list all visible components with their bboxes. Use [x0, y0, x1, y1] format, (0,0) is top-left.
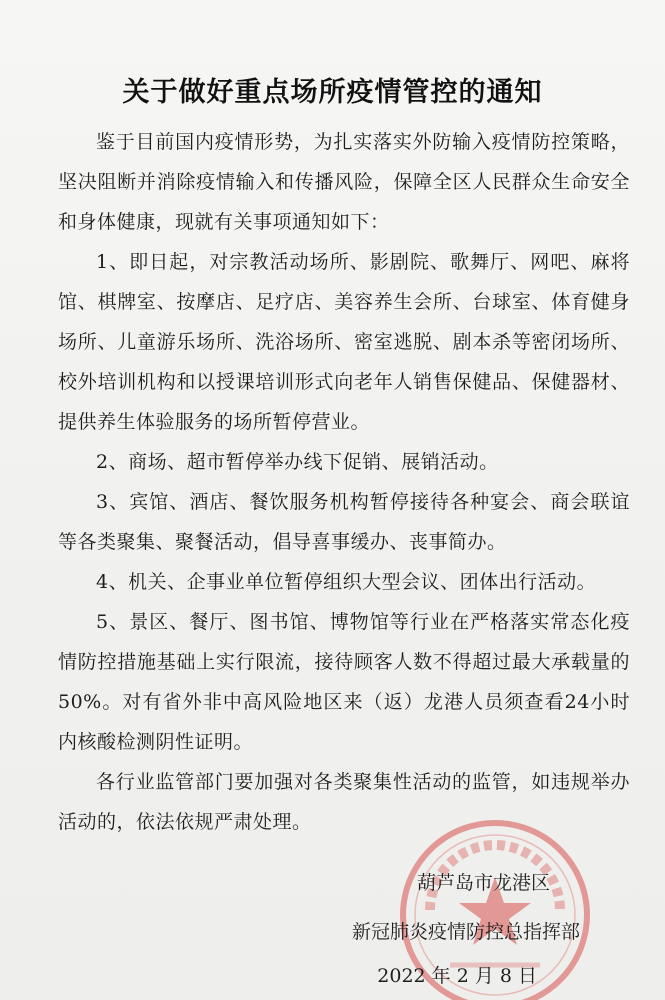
closing-paragraph: 各行业监管部门要加强对各类聚集性活动的监管，如违规举办活动的，依法依规严肃处理。	[58, 771, 630, 833]
issue-date: 2022 年 2 月 8 日	[377, 965, 537, 987]
notice-item-5: 5、景区、餐厅、图书馆、博物馆等行业在严格落实常态化疫情防控措施基础上实行限流，接待顾客人数不得超过最大承载量的50%。对有省外非中高风险地区来（返）龙港人员须查看24小时内核酸检测阴性证明。	[58, 611, 630, 753]
notice-item-1: 1、即日起，对宗教活动场所、影剧院、歌舞厅、网吧、麻将馆、棋牌室、按摩店、足疗店、美容养生会所、台球室、体育健身场所、儿童游乐场所、洗浴场所、密室逃脱、剧本杀等密闭场所、校外培训机构和以授课培训形式向老年人销售保健品、保健器材、提供养生体验服务的场所暂停营业。	[58, 251, 630, 433]
notice-item-2: 2、商场、超市暂停举办线下促销、展销活动。	[96, 451, 499, 473]
document-body	[58, 122, 630, 842]
notice-item-3: 3、宾馆、酒店、餐饮服务机构暂停接待各种宴会、商会联谊等各类聚集、聚餐活动，倡导喜事缓办、丧事简办。	[58, 491, 630, 553]
issuer-area: 葫芦岛市龙港区	[416, 872, 550, 894]
document-title: 关于做好重点场所疫情管控的通知	[122, 77, 543, 108]
issuer-organization: 新冠肺炎疫情防控总指挥部	[351, 921, 580, 943]
intro-paragraph: 鉴于目前国内疫情形势，为扎实落实外防输入疫情防控策略，坚决阻断并消除疫情输入和传播风险，保障全区人民群众生命安全和身体健康，现就有关事项通知如下：	[58, 131, 630, 233]
notice-item-4: 4、机关、企事业单位暂停组织大型会议、团体出行活动。	[96, 571, 597, 593]
